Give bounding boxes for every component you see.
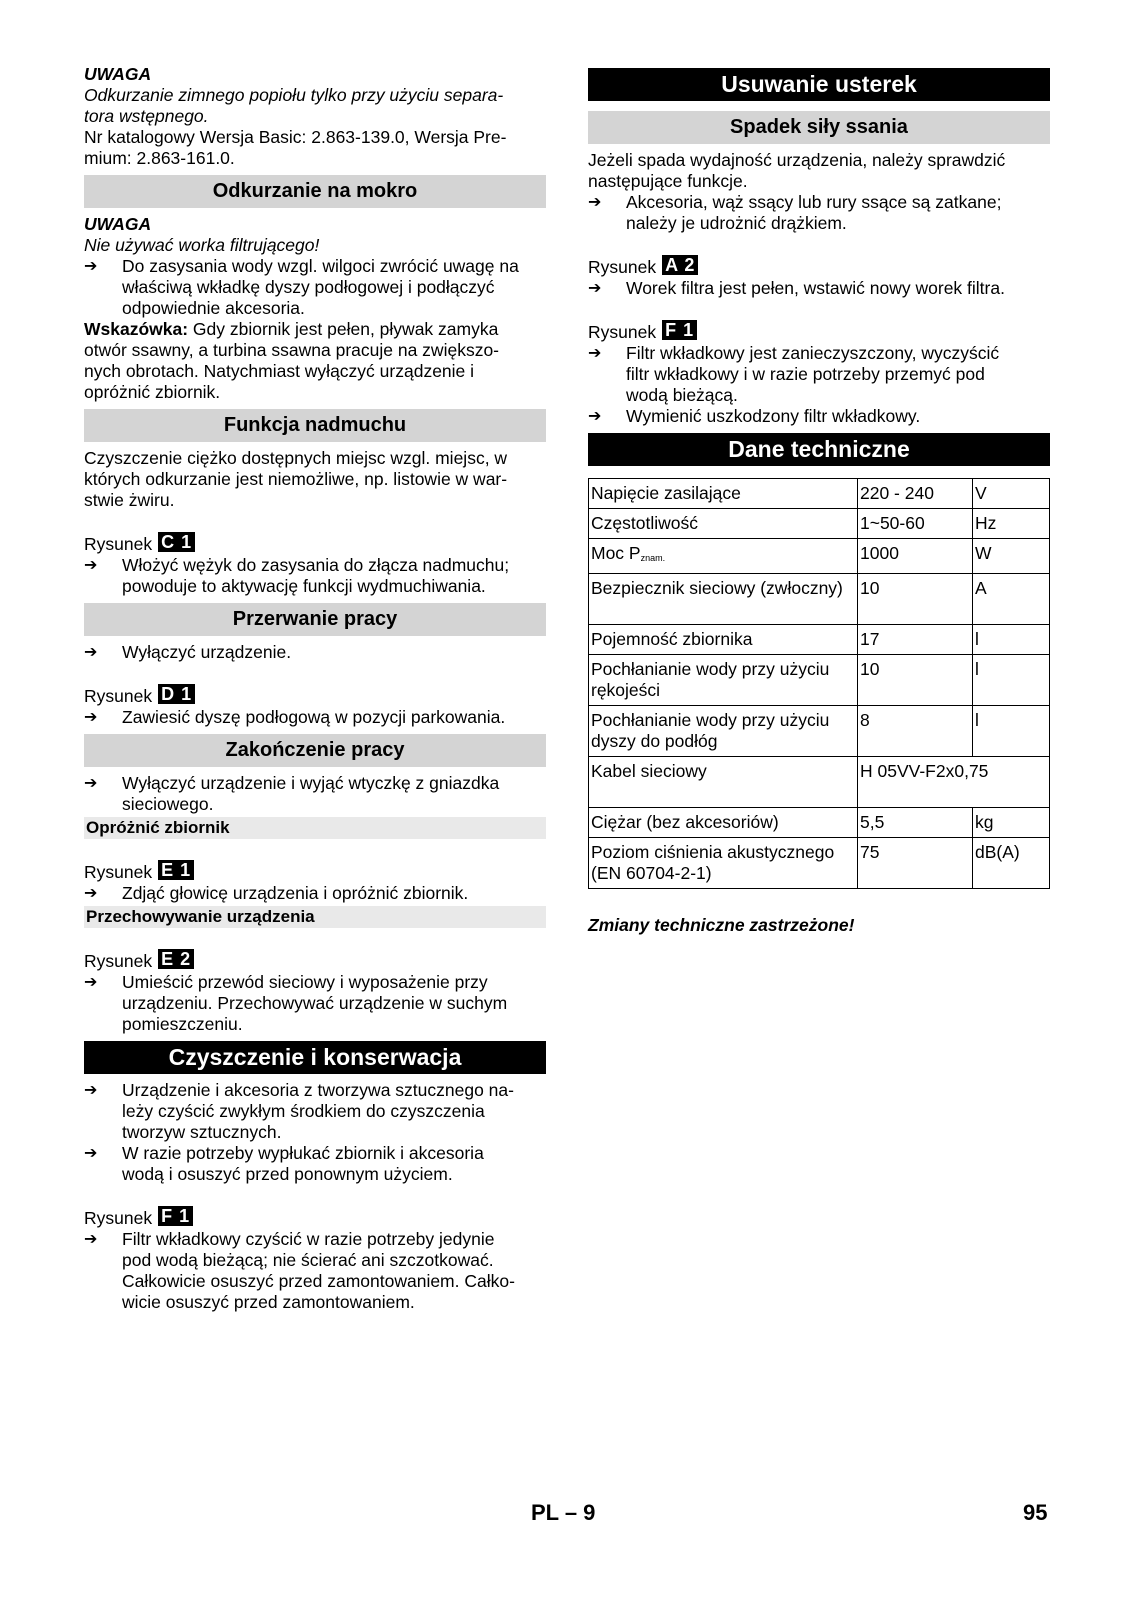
- table-cell: Kabel sieciowy: [589, 757, 858, 808]
- table-row: [589, 655, 1050, 706]
- step-text: Filtr wkładkowy jest zanieczyszczony, wyczyścić: [626, 343, 1000, 363]
- list-item: [84, 972, 546, 1035]
- arrow-icon: ➔: [84, 1231, 98, 1248]
- step-text: Akcesoria, wąż ssący lub rury ssące są zatkane;: [626, 192, 1002, 212]
- step-text: pomieszczeniu.: [122, 1014, 243, 1034]
- table-cell: H 05VV-F2x0,75: [858, 757, 1050, 808]
- table-cell: 1~50-60: [858, 509, 973, 539]
- table-cell: 10: [858, 655, 973, 706]
- table-row: [589, 706, 1050, 757]
- figure-badge: F 1: [662, 320, 697, 340]
- table-cell: Napięcie zasilające: [589, 479, 858, 509]
- table-cell: Pojemność zbiornika: [589, 625, 858, 655]
- table-cell: 220 - 240: [858, 479, 973, 509]
- list-item: [588, 278, 1050, 299]
- figure-label: Rysunek: [84, 862, 153, 882]
- step-text: Umieścić przewód sieciowy i wyposażenie przy: [122, 972, 488, 992]
- step-text: wodą bieżącą.: [626, 385, 738, 405]
- table-cell: Hz: [973, 509, 1050, 539]
- hint-label: Wskazówka:: [84, 319, 189, 339]
- arrow-icon: ➔: [84, 775, 98, 792]
- table-cell: 10: [858, 574, 973, 625]
- list-item: [588, 343, 1050, 406]
- step-text: powoduje to aktywację funkcji wydmuchiwania.: [122, 576, 486, 596]
- step-text: Wyłączyć urządzenie.: [122, 642, 292, 662]
- arrow-icon: ➔: [84, 258, 98, 275]
- step-text: Filtr wkładkowy czyścić w razie potrzeby jedynie: [122, 1229, 495, 1249]
- power-label: Moc P: [591, 543, 641, 563]
- body-text: których odkurzanie jest niemożliwe, np. listowie w war-: [84, 469, 508, 489]
- table-row: [589, 808, 1050, 838]
- list-item: [84, 707, 546, 728]
- figure-badge: A 2: [662, 255, 698, 275]
- changes-note: Zmiany techniczne zastrzeżone!: [588, 915, 855, 935]
- table-cell: W: [973, 539, 1050, 574]
- figure-badge: D 1: [158, 684, 195, 704]
- figure-ref: [84, 684, 546, 707]
- arrow-icon: ➔: [84, 974, 98, 991]
- step-text: urządzeniu. Przechowywać urządzenie w suchym: [122, 993, 508, 1013]
- hint-text: opróżnić zbiornik.: [84, 382, 221, 402]
- list-item: [84, 1143, 546, 1185]
- arrow-icon: ➔: [84, 709, 98, 726]
- list-item: [84, 256, 546, 319]
- figure-badge: F 1: [158, 1206, 193, 1226]
- body-text: Czyszczenie ciężko dostępnych miejsc wzgl. miejsc, w: [84, 448, 508, 468]
- step-text: Do zasysania wody wzgl. wilgoci zwrócić uwagę na: [122, 256, 519, 276]
- arrow-icon: ➔: [84, 1145, 98, 1162]
- body-text: następujące funkcje.: [588, 171, 748, 191]
- list-item: [84, 642, 546, 663]
- step-text: tworzyw sztucznych.: [122, 1122, 282, 1142]
- figure-label: Rysunek: [84, 686, 153, 706]
- step-text: Worek filtra jest pełen, wstawić nowy worek filtra.: [626, 278, 1005, 298]
- table-cell: 1000: [858, 539, 973, 574]
- warning-label: UWAGA: [84, 214, 152, 234]
- step-text: Wymienić uszkodzony filtr wkładkowy.: [626, 406, 921, 426]
- arrow-icon: ➔: [84, 885, 98, 902]
- step-text: odpowiednie akcesoria.: [122, 298, 305, 318]
- footer-section-label: PL – 9: [531, 1500, 596, 1525]
- table-cell: 8: [858, 706, 973, 757]
- arrow-icon: ➔: [84, 557, 98, 574]
- list-item: [84, 883, 546, 904]
- figure-ref: [84, 1206, 546, 1229]
- list-item: [588, 406, 1050, 427]
- footer-page-number: 95: [1023, 1500, 1048, 1525]
- left-column: [84, 64, 546, 1313]
- table-cell: Ciężar (bez akcesoriów): [589, 808, 858, 838]
- section-title-end: Zakończenie pracy: [84, 734, 546, 767]
- arrow-icon: ➔: [84, 644, 98, 661]
- list-item: [588, 192, 1050, 234]
- figure-badge: E 2: [158, 949, 194, 969]
- figure-label: Rysunek: [588, 322, 657, 342]
- section-title-blow: Funkcja nadmuchu: [84, 409, 546, 442]
- table-row: [589, 509, 1050, 539]
- table-cell: Pochłanianie wody przy użyciu rękojeści: [589, 655, 858, 706]
- list-item: [84, 555, 546, 597]
- hint-text: Gdy zbiornik jest pełen, pływak zamyka: [188, 319, 499, 339]
- table-row: [589, 757, 1050, 808]
- step-text: wodą i osuszyć przed ponownym użyciem.: [122, 1164, 453, 1184]
- figure-label: Rysunek: [588, 257, 657, 277]
- catalog-line: mium: 2.863-161.0.: [84, 148, 235, 168]
- table-cell: V: [973, 479, 1050, 509]
- step-text: sieciowego.: [122, 794, 214, 814]
- step-text: należy je udrożnić drążkiem.: [626, 213, 847, 233]
- arrow-icon: ➔: [588, 280, 602, 297]
- step-text: właściwą wkładkę dyszy podłogowej i podłączyć: [122, 277, 495, 297]
- table-cell: A: [973, 574, 1050, 625]
- section-title-suction: Spadek siły ssania: [588, 111, 1050, 144]
- arrow-icon: ➔: [588, 194, 602, 211]
- step-text: Całkowicie osuszyć przed zamontowaniem. Całko-: [122, 1271, 515, 1291]
- catalog-line: Nr katalogowy Wersja Basic: 2.863-139.0, Wersja Pre-: [84, 127, 507, 147]
- list-item: [84, 773, 546, 815]
- step-text: Urządzenie i akcesoria z tworzywa sztucznego na-: [122, 1080, 514, 1100]
- table-cell: Bezpiecznik sieciowy (zwłoczny): [589, 574, 858, 625]
- table-cell: 17: [858, 625, 973, 655]
- table-row: [589, 838, 1050, 889]
- body-text: Jeżeli spada wydajność urządzenia, należy sprawdzić: [588, 150, 1006, 170]
- section-title-cleaning: Czyszczenie i konserwacja: [84, 1041, 546, 1074]
- table-row: [589, 539, 1050, 574]
- step-text: Zawiesić dyszę podłogową w pozycji parkowania.: [122, 707, 506, 727]
- section-title-troubleshooting: Usuwanie usterek: [588, 68, 1050, 101]
- list-item: [84, 1229, 546, 1313]
- body-text: stwie żwiru.: [84, 490, 175, 510]
- figure-ref: [588, 255, 1050, 278]
- figure-badge: E 1: [158, 860, 194, 880]
- figure-ref: [84, 860, 546, 883]
- table-cell: l: [973, 706, 1050, 757]
- hint-text: otwór ssawny, a turbina ssawna pracuje na zwiększo-: [84, 340, 500, 360]
- figure-ref: [84, 949, 546, 972]
- table-row: [589, 574, 1050, 625]
- table-cell: Pochłanianie wody przy użyciu dyszy do podłóg: [589, 706, 858, 757]
- table-row: [589, 625, 1050, 655]
- hint-paragraph: [84, 319, 546, 340]
- table-cell: l: [973, 655, 1050, 706]
- figure-label: Rysunek: [84, 534, 153, 554]
- table-cell: Poziom ciśnienia akustycznego (EN 60704-2-1): [589, 838, 858, 889]
- step-text: filtr wkładkowy i w razie potrzeby przemyć pod: [626, 364, 985, 384]
- table-cell: kg: [973, 808, 1050, 838]
- table-cell: l: [973, 625, 1050, 655]
- step-text: leży czyścić zwykłym środkiem do czyszczenia: [122, 1101, 485, 1121]
- figure-badge: C 1: [158, 532, 195, 552]
- warning-text-line: Odkurzanie zimnego popiołu tylko przy użyciu separa-: [84, 85, 504, 105]
- table-cell: 75: [858, 838, 973, 889]
- step-text: Zdjąć głowicę urządzenia i opróżnić zbiornik.: [122, 883, 469, 903]
- figure-label: Rysunek: [84, 951, 153, 971]
- step-text: Wyłączyć urządzenie i wyjąć wtyczkę z gniazdka: [122, 773, 500, 793]
- right-column: [588, 64, 1050, 936]
- warning-label: UWAGA: [84, 64, 152, 84]
- table-cell: Częstotliwość: [589, 509, 858, 539]
- step-text: W razie potrzeby wypłukać zbiornik i akcesoria: [122, 1143, 484, 1163]
- technical-data-table: [588, 478, 1050, 889]
- table-cell: [589, 539, 858, 574]
- table-cell: dB(A): [973, 838, 1050, 889]
- step-text: Włożyć wężyk do zasysania do złącza nadmuchu;: [122, 555, 510, 575]
- arrow-icon: ➔: [588, 408, 602, 425]
- subsection-title-storage: Przechowywanie urządzenia: [84, 906, 546, 928]
- arrow-icon: ➔: [84, 1082, 98, 1099]
- step-text: pod wodą bieżącą; nie ścierać ani szczotkować.: [122, 1250, 494, 1270]
- figure-label: Rysunek: [84, 1208, 153, 1228]
- subsection-title-empty: Opróżnić zbiornik: [84, 817, 546, 839]
- section-title-technical-data: Dane techniczne: [588, 433, 1050, 466]
- hint-text: nych obrotach. Natychmiast wyłączyć urządzenie i: [84, 361, 475, 381]
- figure-ref: [588, 320, 1050, 343]
- list-item: [84, 1080, 546, 1143]
- table-row: [589, 479, 1050, 509]
- section-title-wet: Odkurzanie na mokro: [84, 175, 546, 208]
- table-cell: 5,5: [858, 808, 973, 838]
- warning-text-line: tora wstępnego.: [84, 106, 209, 126]
- figure-ref: [84, 532, 546, 555]
- warning-text: Nie używać worka filtrującego!: [84, 235, 320, 255]
- power-subscript: znam.: [640, 553, 666, 563]
- arrow-icon: ➔: [588, 345, 602, 362]
- section-title-pause: Przerwanie pracy: [84, 603, 546, 636]
- step-text: wicie osuszyć przed zamontowaniem.: [122, 1292, 415, 1312]
